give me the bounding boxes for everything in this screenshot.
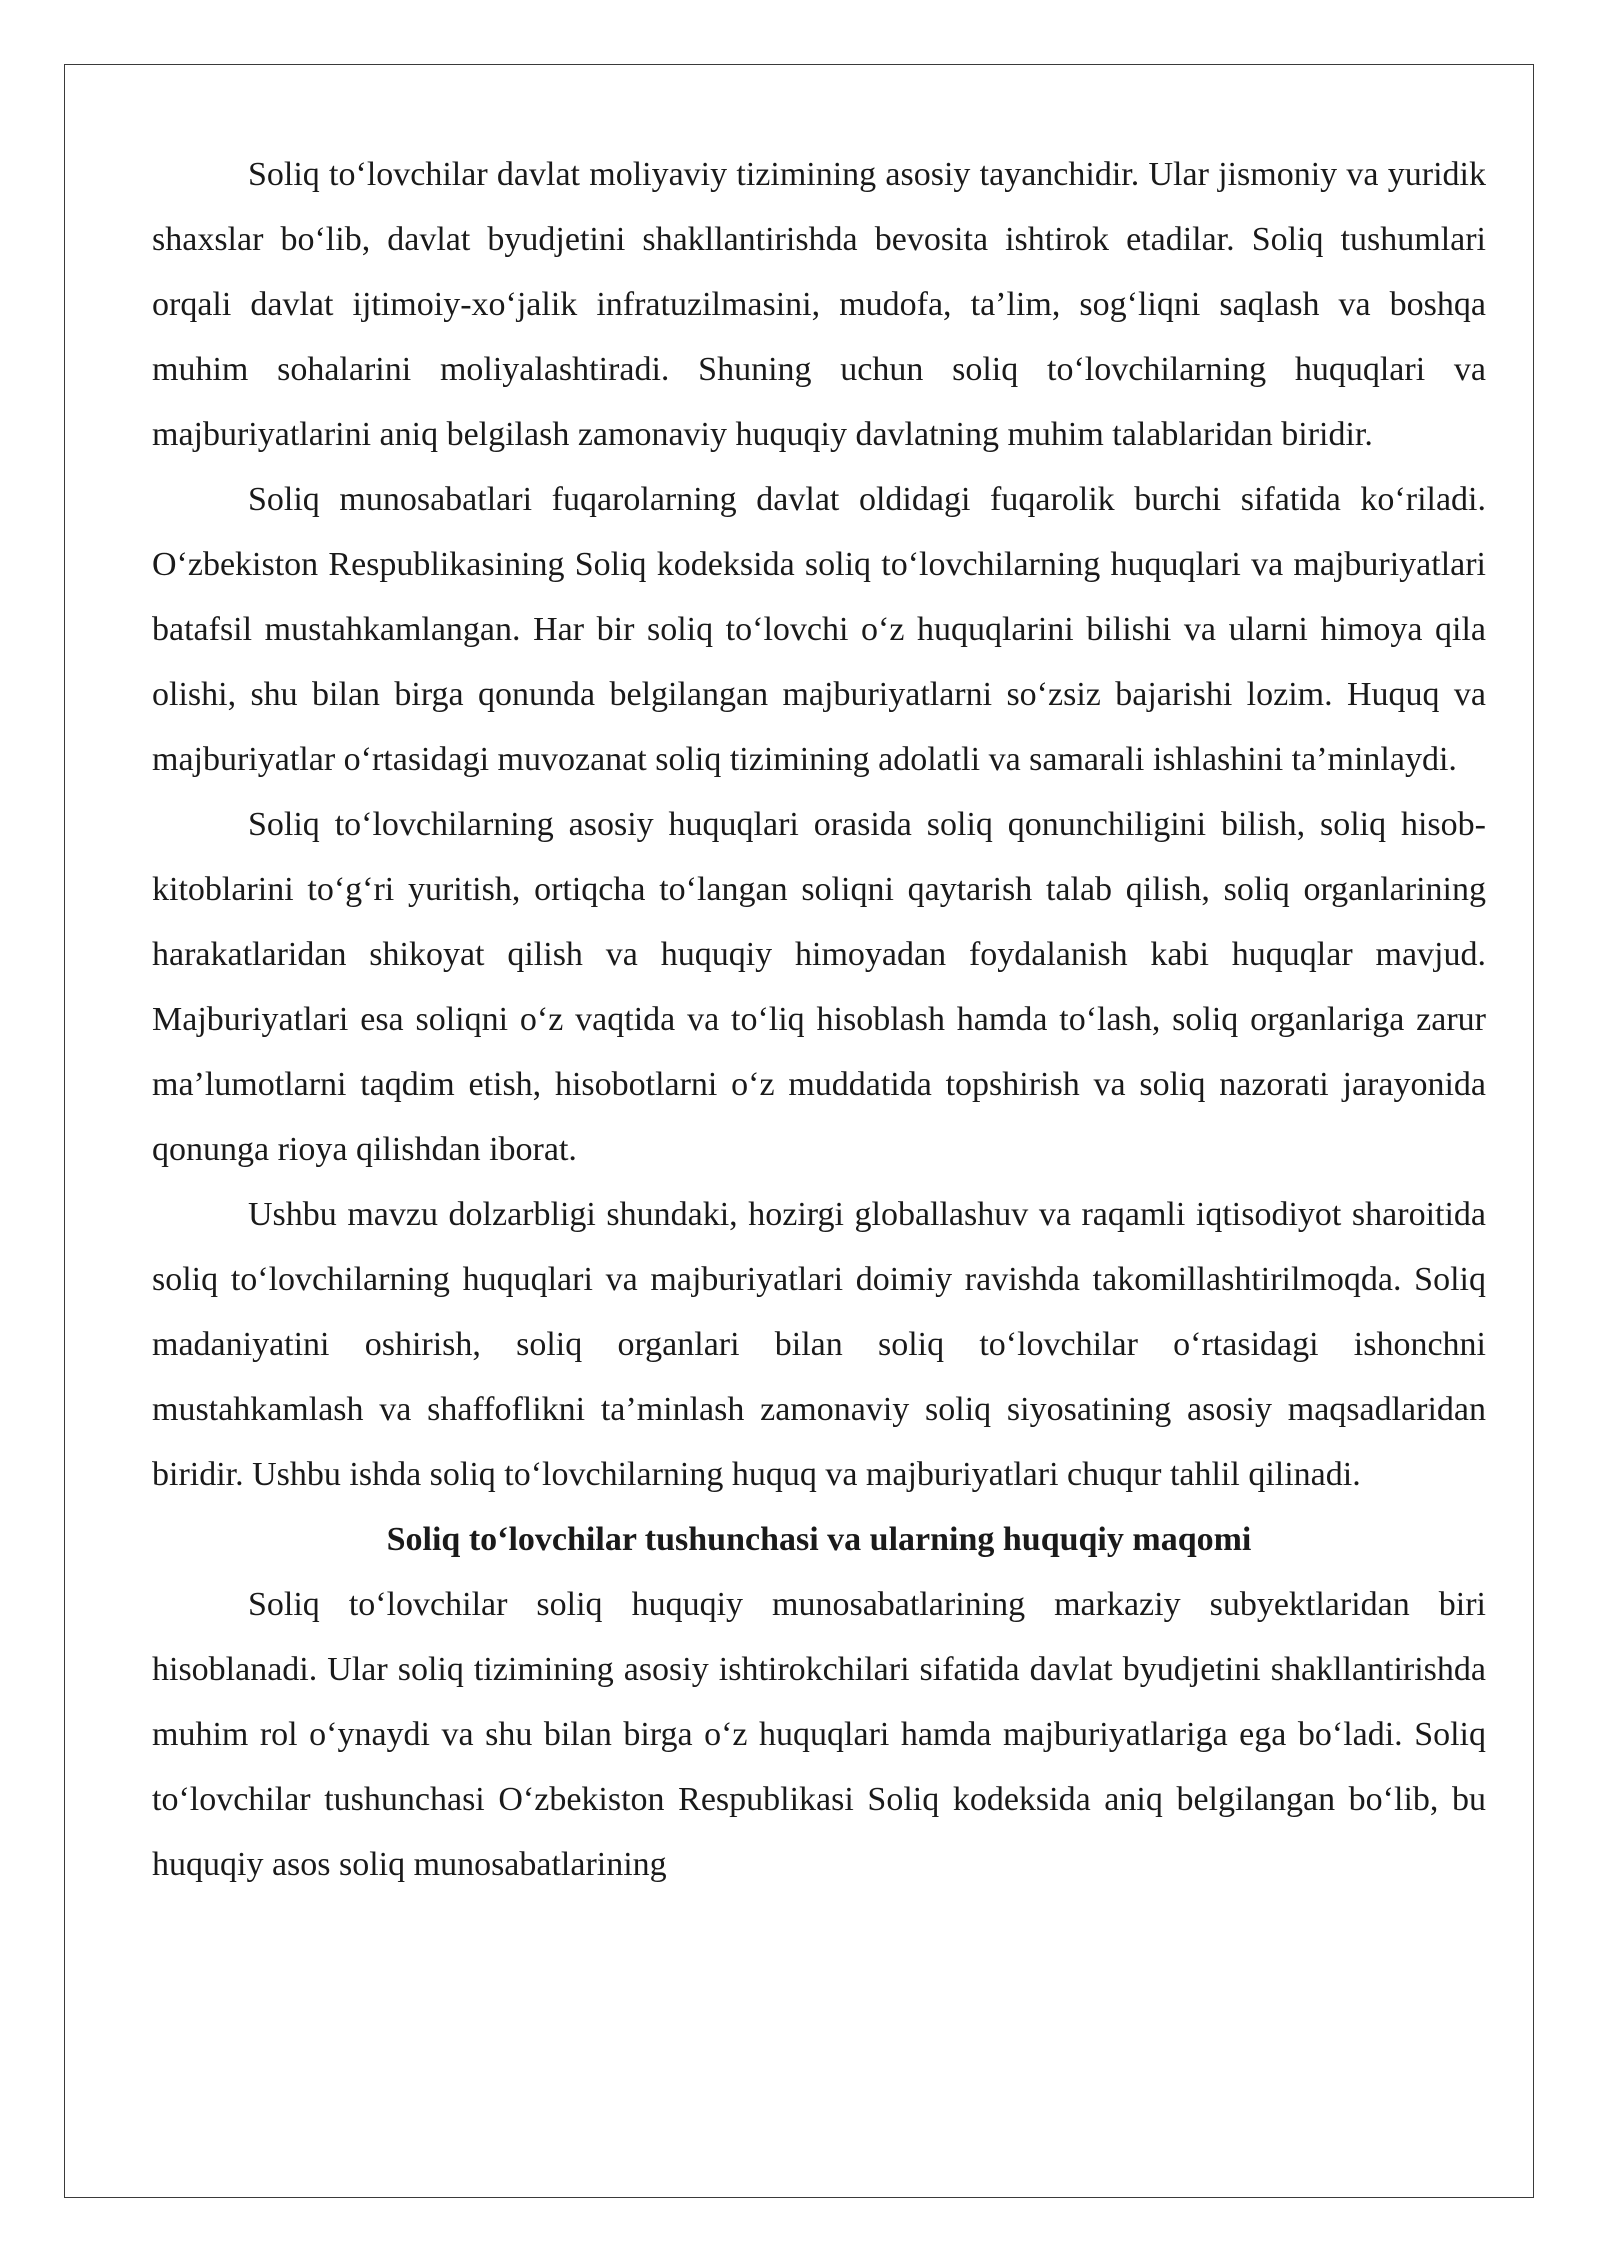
paragraph-2: Soliq munosabatlari fuqarolarning davlat oldidagi fuqarolik burchi sifatida ko‘riladi. O‘zbekiston Respublikasining Soliq kodeksida soliq to‘lovchilarning huquqlari va majburiyatlari batafsil mustahkamlangan. Har bir soliq to‘lovchi o‘z huquqlarini bilishi va ularni himoya qila olishi, shu bilan birga qonunda belgilangan majburiyatlarni so‘zsiz bajarishi lozim. Huquq va majburiyatlar o‘rtasidagi muvozanat soliq tizimining adolatli va samarali ishlashini ta’minlaydi. xyxy=(152,481,1486,778)
paragraph-5: Soliq to‘lovchilar soliq huquqiy munosabatlarining markaziy subyektlaridan biri hisoblanadi. Ular soliq tizimining asosiy ishtirokchilari sifatida davlat byudjetini shakllantirishda muhim rol o‘ynaydi va shu bilan birga o‘z huquqlari hamda majburiyatlariga ega bo‘ladi. Soliq to‘lovchilar tushunchasi O‘zbekiston Respublikasi Soliq kodeksida aniq belgilangan bo‘lib, bu huquqiy asos soliq munosabatlarining xyxy=(152,1586,1486,1883)
paragraph-3: Soliq to‘lovchilarning asosiy huquqlari orasida soliq qonunchiligini bilish, soliq hisob-kitoblarini to‘g‘ri yuritish, ortiqcha to‘langan soliqni qaytarish talab qilish, soliq organlarining harakatlaridan shikoyat qilish va huquqiy himoyadan foydalanish kabi huquqlar mavjud. Majburiyatlari esa soliqni o‘z vaqtida va to‘liq hisoblash hamda to‘lash, soliq organlariga zarur ma’lumotlarni taqdim etish, hisobotlarni o‘z muddatida topshirish va soliq nazorati jarayonida qonunga rioya qilishdan iborat. xyxy=(152,806,1486,1168)
paragraph-4: Ushbu mavzu dolzarbligi shundaki, hozirgi globallashuv va raqamli iqtisodiyot sharoitida soliq to‘lovchilarning huquqlari va majburiyatlari doimiy ravishda takomillashtirilmoqda. Soliq madaniyatini oshirish, soliq organlari bilan soliq to‘lovchilar o‘rtasidagi ishonchni mustahkamlash va shaffoflikni ta’minlash zamonaviy soliq siyosatining asosiy maqsadlaridan biridir. Ushbu ishda soliq to‘lovchilarning huquq va majburiyatlari chuqur tahlil qilinadi. xyxy=(152,1196,1486,1493)
paragraph-1: Soliq to‘lovchilar davlat moliyaviy tizimining asosiy tayanchidir. Ular jismoniy va yuridik shaxslar bo‘lib, davlat byudjetini shakllantirishda bevosita ishtirok etadilar. Soliq tushumlari orqali davlat ijtimoiy-xo‘jalik infratuzilmasini, mudofa, ta’lim, sog‘liqni saqlash va boshqa muhim sohalarini moliyalashtiradi. Shuning uchun soliq to‘lovchilarning huquqlari va majburiyatlarini aniq belgilash zamonaviy huquqiy davlatning muhim talablaridan biridir. xyxy=(152,156,1486,453)
section-heading: Soliq to‘lovchilar tushunchasi va ularning huquqiy maqomi xyxy=(386,1521,1252,1558)
document-body xyxy=(152,142,1486,1897)
